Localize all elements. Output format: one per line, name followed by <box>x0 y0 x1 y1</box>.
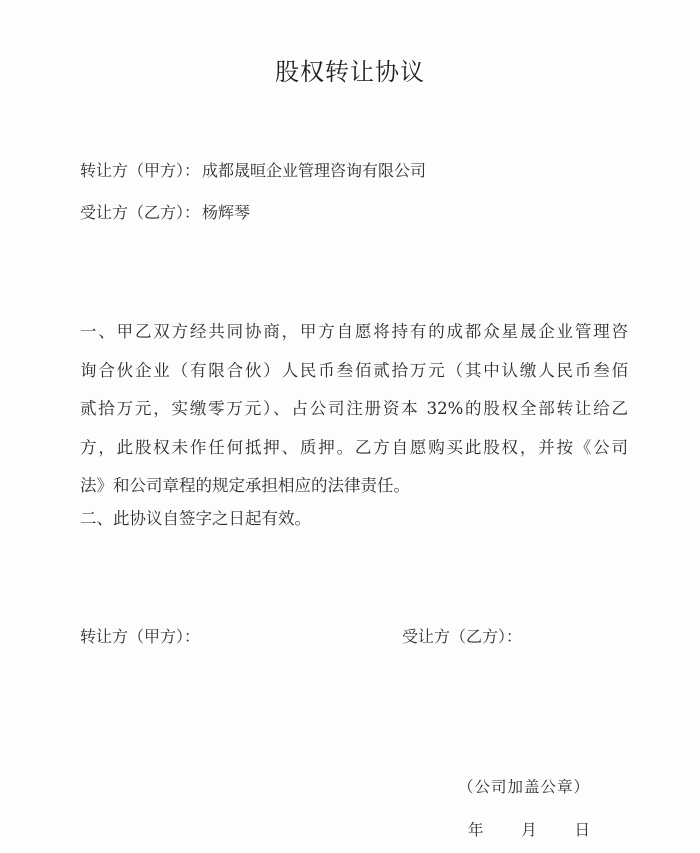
clause-one <box>80 313 628 506</box>
transferee-value: 杨辉琴 <box>202 203 251 222</box>
clause-one-line: 一、甲乙双方经共同协商，甲方自愿将持有的成都众星晟企业管理咨 <box>80 322 628 341</box>
document-title: 股权转让协议 <box>275 58 425 86</box>
date-day: 日 <box>574 821 590 839</box>
transferor-value: 成都晟晅企业管理咨询有限公司 <box>202 161 427 180</box>
clause-one-line: 法》和公司章程的规定承担相应的法律责任。 <box>80 476 410 495</box>
date-year: 年 <box>468 821 484 839</box>
clause-one-line: 询合伙企业（有限合伙）人民币叁佰贰拾万元（其中认缴人民币叁佰 <box>80 360 628 380</box>
transferee-line <box>80 200 250 223</box>
date-month: 月 <box>521 821 537 839</box>
transferor-signature-label: 转让方（甲方）： <box>80 627 201 646</box>
seal-note: （公司加盖公章） <box>458 778 591 796</box>
clause-two: 二、此协议自签字之日起有效。 <box>80 509 311 528</box>
date-line <box>468 818 590 840</box>
clause-one-line: 方，此股权未作任何抵押、质押。乙方自愿购买此股权，并按《公司 <box>80 437 628 457</box>
transferee-signature-label: 受让方（乙方）： <box>402 627 523 646</box>
transferor-label: 转让方（甲方）： <box>80 161 201 180</box>
transferor-line <box>80 158 426 181</box>
clause-one-line: 贰拾万元，实缴零万元）、占公司注册资本 32%的股权全部转让给乙 <box>80 399 628 418</box>
transferee-label: 受让方（乙方）： <box>80 203 201 222</box>
